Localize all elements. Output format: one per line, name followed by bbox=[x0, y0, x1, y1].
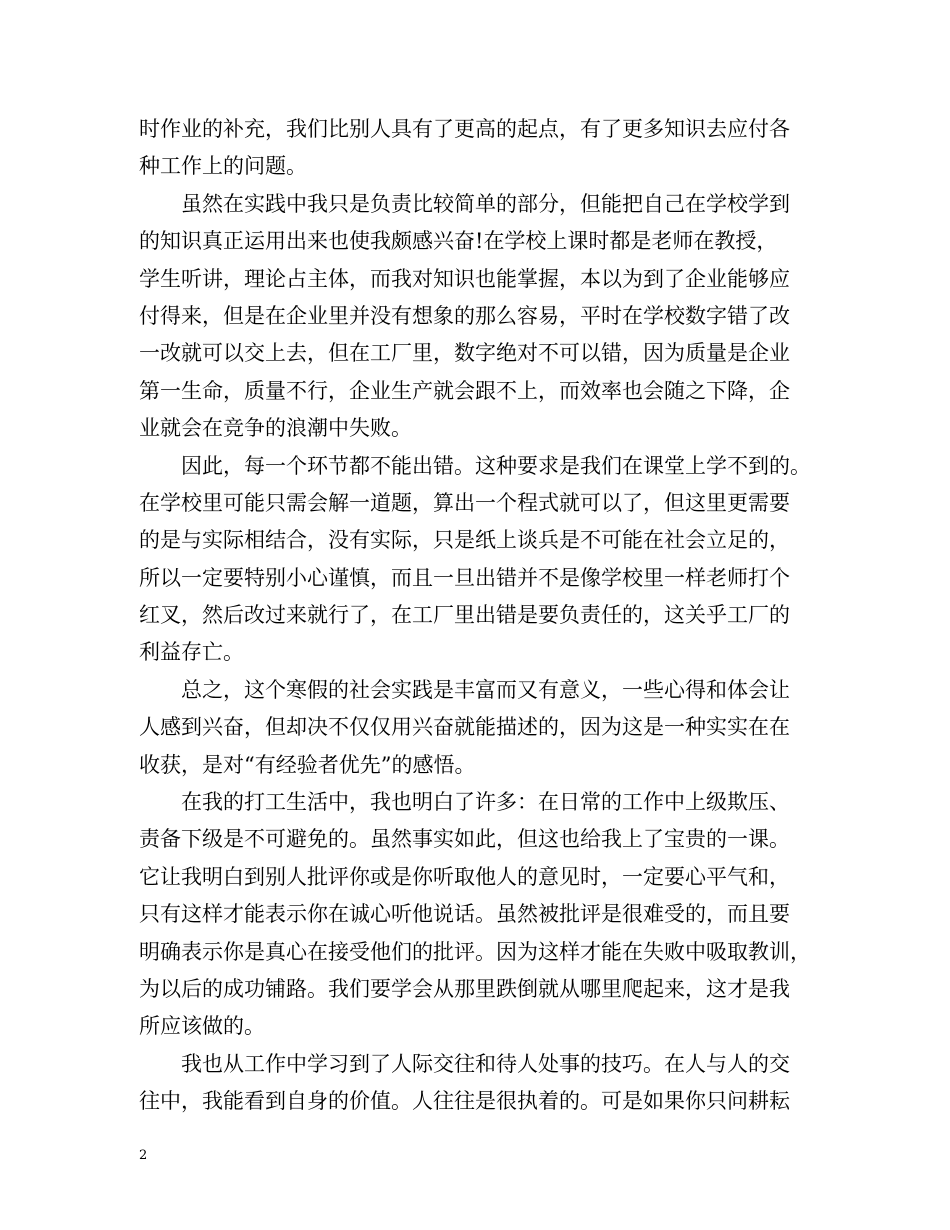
text-line: 明确表示你是真心在接受他们的批评。因为这样才能在失败中吸取教训， bbox=[139, 939, 811, 964]
text-line: 付得来，但是在企业里并没有想象的那么容易，平时在学校数字错了改 bbox=[139, 303, 790, 328]
text-line: 第一生命，质量不行，企业生产就会跟不上，而效率也会随之下降，企 bbox=[139, 378, 790, 403]
text-line: 利益存亡。 bbox=[139, 640, 244, 665]
text-line: 人感到兴奋，但却决不仅仅用兴奋就能描述的，因为这是一种实实在在 bbox=[139, 715, 790, 740]
page-number: 2 bbox=[139, 1148, 148, 1163]
text-line: 为以后的成功铺路。我们要学会从那里跌倒就从哪里爬起来，这才是我 bbox=[139, 976, 790, 1001]
text-line: 种工作上的问题。 bbox=[139, 154, 307, 179]
text-line: 的是与实际相结合，没有实际，只是纸上谈兵是不可能在社会立足的， bbox=[139, 528, 790, 553]
text-line: 往中，我能看到自身的价值。人往往是很执着的。可是如果你只问耕耘 bbox=[139, 1089, 790, 1114]
text-line: 只有这样才能表示你在诚心听他说话。虽然被批评是很难受的，而且要 bbox=[139, 902, 790, 927]
text-line: 收获，是对“有经验者优先”的感悟。 bbox=[139, 752, 476, 777]
text-line: 时作业的补充，我们比别人具有了更高的起点，有了更多知识去应付各 bbox=[139, 117, 790, 141]
text-line: 责备下级是不可避免的。虽然事实如此，但这也给我上了宝贵的一课。 bbox=[139, 827, 790, 852]
text-line: 它让我明白到别人批评你或是你听取他人的意见时，一定要心平气和， bbox=[139, 864, 790, 889]
text-line: 因此，每一个环节都不能出错。这种要求是我们在课堂上学不到的。 bbox=[139, 453, 811, 478]
text-line: 业就会在竞争的浪潮中失败。 bbox=[139, 416, 412, 441]
body-text bbox=[139, 111, 819, 1121]
text-line: 一改就可以交上去，但在工厂里，数字绝对不可以错，因为质量是企业 bbox=[139, 341, 790, 366]
text-line: 总之，这个寒假的社会实践是丰富而又有意义，一些心得和体会让 bbox=[139, 677, 790, 702]
text-line: 我也从工作中学习到了人际交往和待人处事的技巧。在人与人的交 bbox=[139, 1051, 790, 1076]
text-line: 在我的打工生活中，我也明白了许多：在日常的工作中上级欺压、 bbox=[139, 790, 790, 815]
text-line: 所以一定要特别小心谨慎，而且一旦出错并不是像学校里一样老师打个 bbox=[139, 565, 790, 590]
text-line: 学生听讲，理论占主体，而我对知识也能掌握，本以为到了企业能够应 bbox=[139, 266, 790, 291]
text-line: 虽然在实践中我只是负责比较简单的部分，但能把自己在学校学到 bbox=[139, 191, 790, 216]
text-line: 红叉，然后改过来就行了，在工厂里出错是要负责任的，这关乎工厂的 bbox=[139, 603, 790, 628]
text-line: 所应该做的。 bbox=[139, 1014, 265, 1039]
text-line: 的知识真正运用出来也使我颇感兴奋!在学校上课时都是老师在教授， bbox=[139, 229, 778, 254]
text-line: 在学校里可能只需会解一道题，算出一个程式就可以了，但这里更需要 bbox=[139, 490, 790, 515]
